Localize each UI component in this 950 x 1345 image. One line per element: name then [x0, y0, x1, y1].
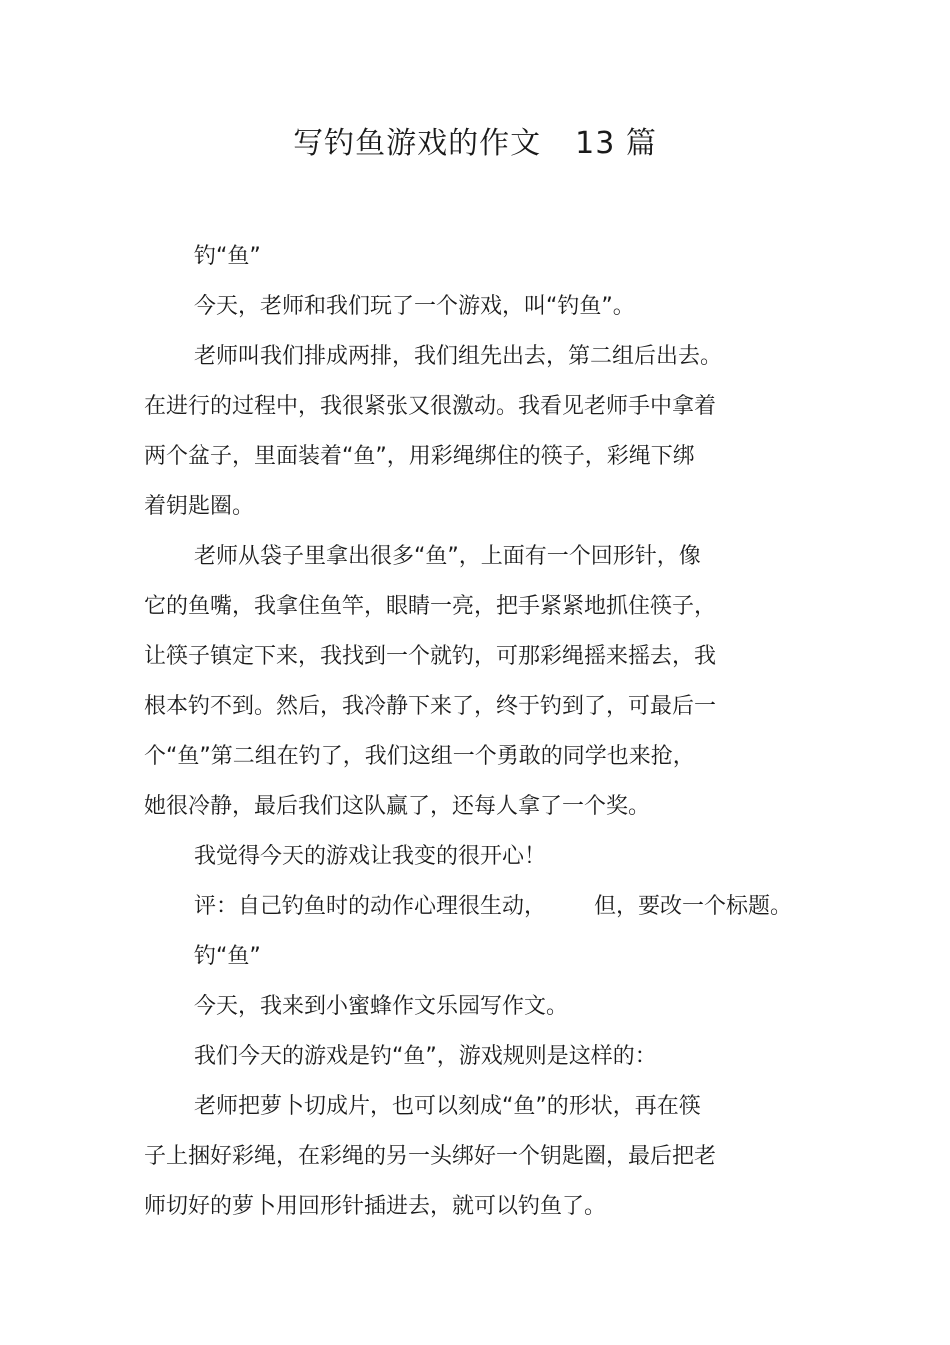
paragraph-line: 根本钓不到。然后，我冷静下来了，终于钓到了，可最后一 — [144, 694, 717, 719]
document-title — [0, 122, 950, 166]
paragraph-line: 老师从袋子里拿出很多“鱼”，上面有一个回形针，像 — [194, 544, 701, 569]
paragraph-line: 今天，老师和我们玩了一个游戏，叫“钓鱼”。 — [194, 294, 635, 319]
paragraph-line: 个“鱼”第二组在钓了，我们这组一个勇敢的同学也来抢， — [144, 744, 695, 769]
paragraph-line: 它的鱼嘴，我拿住鱼竿，眼睛一亮，把手紧紧地抓住筷子， — [144, 594, 717, 619]
paragraph-line: 老师叫我们排成两排，我们组先出去，第二组后出去。 — [194, 344, 723, 369]
paragraph-line: 在进行的过程中，我很紧张又很激动。我看见老师手中拿着 — [144, 394, 717, 419]
paragraph-line: 两个盆子，里面装着“鱼”，用彩绳绑住的筷子，彩绳下绑 — [144, 444, 695, 469]
paragraph-line: 我觉得今天的游戏让我变的很开心！ — [194, 844, 547, 869]
paragraph-line: 子上捆好彩绳，在彩绳的另一头绑好一个钥匙圈，最后把老 — [144, 1144, 717, 1169]
section-heading: 钓“鱼” — [194, 944, 261, 969]
title-count: 13 篇 — [575, 126, 657, 161]
paragraph-line: 我们今天的游戏是钓“鱼”，游戏规则是这样的： — [194, 1044, 657, 1069]
section-heading: 钓“鱼” — [194, 244, 261, 269]
comment-line-continued: 但，要改一个标题。 — [594, 894, 793, 919]
paragraph-line: 师切好的萝卜用回形针插进去，就可以钓鱼了。 — [144, 1194, 607, 1219]
paragraph-line: 让筷子镇定下来，我找到一个就钓，可那彩绳摇来摇去，我 — [144, 644, 717, 669]
paragraph-line: 老师把萝卜切成片，也可以刻成“鱼”的形状，再在筷 — [194, 1094, 701, 1119]
paragraph-line: 她很冷静，最后我们这队赢了，还每人拿了一个奖。 — [144, 794, 651, 819]
title-text: 写钓鱼游戏的作文 — [293, 126, 542, 161]
paragraph-line: 今天，我来到小蜜蜂作文乐园写作文。 — [194, 994, 569, 1019]
comment-line: 评：自己钓鱼时的动作心理很生动， — [194, 894, 547, 919]
paragraph-line: 着钥匙圈。 — [144, 494, 255, 519]
